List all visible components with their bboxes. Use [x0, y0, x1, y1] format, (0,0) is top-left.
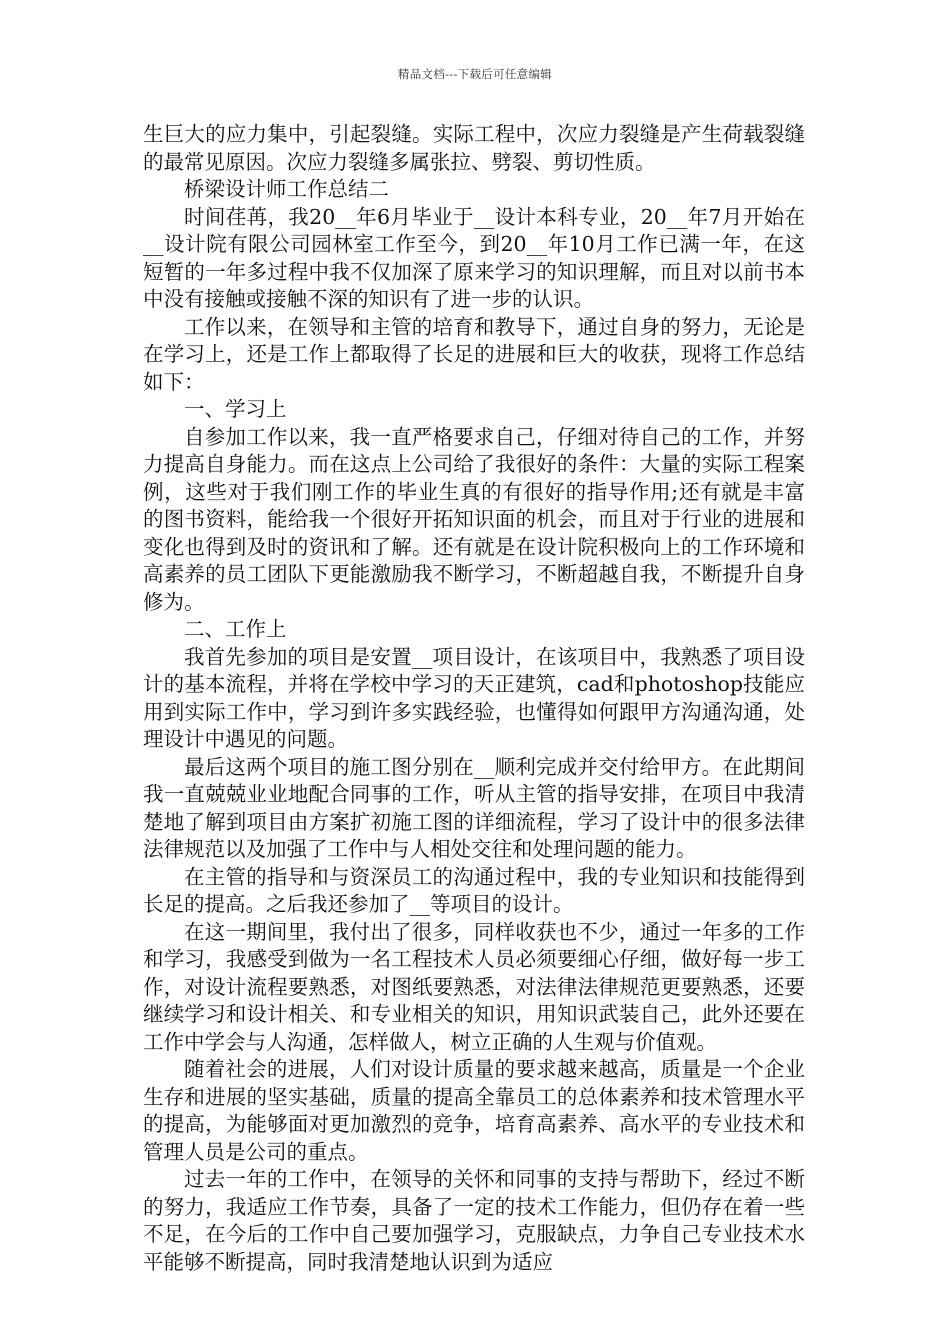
paragraph: 过去一年的工作中，在领导的关怀和同事的支持与帮助下，经过不断的努力，我适应工作节奏，具备了一定的技术工作能力，但仍存在着一些不足，在今后的工作中自己要加强学习，克服缺点，力争自己专业技术水平能够不断提高，同时我清楚地认识到为适应	[143, 1167, 805, 1274]
paragraph: 工作以来，在领导和主管的培育和教导下，通过自身的努力，无论是在学习上，还是工作上都取得了长足的进展和巨大的收获，现将工作总结如下：	[143, 314, 805, 394]
section-heading-work: 二、工作上	[184, 617, 287, 641]
paragraph: 最后这两个项目的施工图分别在__顺利完成并交付给甲方。在此期间我一直兢兢业业地配合同事的工作，听从主管的指导安排，在项目中我清楚地了解到项目由方案扩初施工图的详细流程，学习了设计中的很多法律法律规范以及加强了工作中与人相处交往和处理问题的能力。	[143, 754, 805, 861]
paragraph: 生巨大的应力集中，引起裂缝。实际工程中，次应力裂缝是产生荷载裂缝的最常见原因。次应力裂缝多属张拉、劈裂、剪切性质。	[143, 122, 805, 174]
paragraph: 在这一期间里，我付出了很多，同样收获也不少，通过一年多的工作和学习，我感受到做为一名工程技术人员必须要细心仔细，做好每一步工作，对设计流程要熟悉，对图纸要熟悉，对法律法律规范更要熟悉，还要继续学习和设计相关、和专业相关的知识，用知识武装自己，此外还要在工作中学会与人沟通，怎样做人，树立正确的人生观与价值观。	[143, 919, 805, 1054]
page-header: 精品文档---下载后可任意编辑	[397, 67, 553, 81]
section-heading-study: 一、学习上	[184, 397, 287, 421]
paragraph: 随着社会的进展，人们对设计质量的要求越来越高，质量是一个企业生存和进展的坚实基础，质量的提高全靠员工的总体素养和技术管理水平的提高，为能够面对更加激烈的竞争，培育高素养、高水平的专业技术和管理人员是公司的重点。	[143, 1057, 805, 1164]
section-title: 桥梁设计师工作总结二	[184, 177, 389, 201]
paragraph: 时间荏苒，我20__年6月毕业于__设计本科专业，20__年7月开始在__设计院有限公司园林室工作至今，到20__年10月工作已满一年，在这短暂的一年多过程中我不仅加深了原来学习的知识理解，而且对以前书本中没有接触或接触不深的知识有了进一步的认识。	[143, 204, 805, 311]
document-body	[143, 121, 805, 1276]
paragraph: 自参加工作以来，我一直严格要求自己，仔细对待自己的工作，并努力提高自身能力。而在这点上公司给了我很好的条件：大量的实际工程案例，这些对于我们刚工作的毕业生真的有很好的指导作用;还有就是丰富的图书资料，能给我一个很好开拓知识面的机会，而且对于行业的进展和变化也得到及时的资讯和了解。还有就是在设计院积极向上的工作环境和高素养的员工团队下更能激励我不断学习，不断超越自我，不断提升自身修为。	[143, 424, 805, 614]
paragraph: 在主管的指导和与资深员工的沟通过程中，我的专业知识和技能得到长足的提高。之后我还参加了__等项目的设计。	[143, 864, 805, 916]
paragraph: 我首先参加的项目是安置__项目设计，在该项目中，我熟悉了项目设计的基本流程，并将在学校中学习的天正建筑，cad和photoshop技能应用到实际工作中，学习到许多实践经验，也懂得如何跟甲方沟通沟通，处理设计中遇见的问题。	[143, 644, 805, 751]
